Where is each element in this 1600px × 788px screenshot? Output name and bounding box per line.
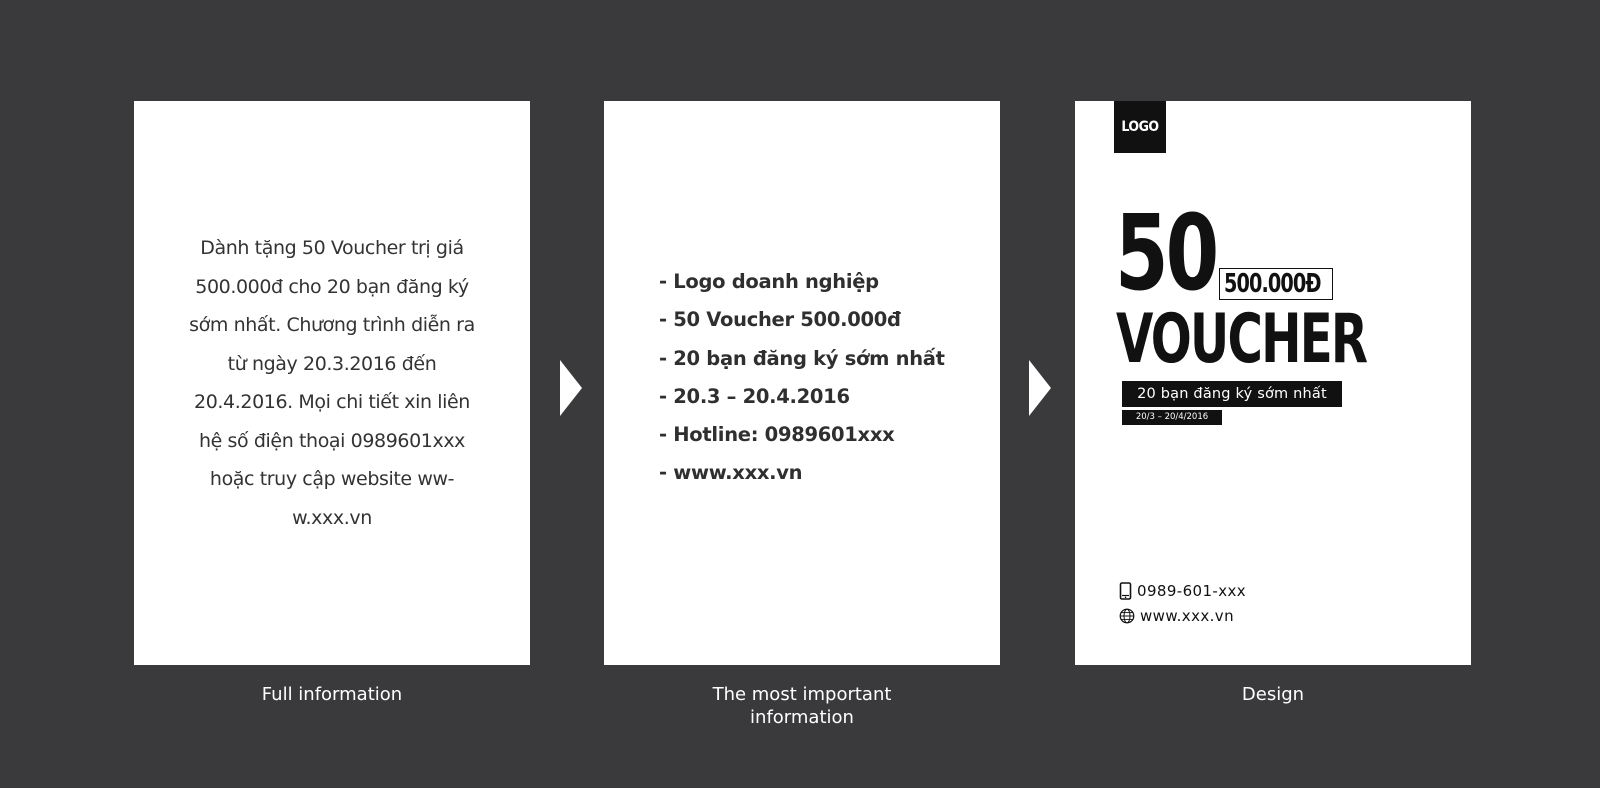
- logo: LOGO: [1114, 101, 1166, 153]
- voucher-word: VOUCHER: [1116, 300, 1367, 379]
- full-text-line: 20.4.2016. Mọi chi tiết xin liên: [194, 391, 470, 413]
- phone-icon: [1119, 582, 1132, 600]
- date-range-banner: 20/3 – 20/4/2016: [1122, 410, 1222, 425]
- full-text-line: từ ngày 20.3.2016 đến: [227, 352, 437, 375]
- list-item: - Hotline: 0989601xxx: [659, 423, 895, 447]
- full-information-card: [134, 101, 530, 665]
- globe-icon: [1119, 608, 1135, 624]
- important-information-list: [659, 263, 945, 493]
- early-registration-banner: 20 bạn đăng ký sớm nhất: [1122, 381, 1342, 407]
- list-item: - www.xxx.vn: [659, 461, 803, 485]
- full-text-line: Dành tặng 50 Voucher trị giá: [200, 237, 464, 259]
- full-text-line: w.xxx.vn: [292, 506, 372, 529]
- price-tag: [1219, 268, 1333, 300]
- list-item: - Logo doanh nghiệp: [659, 270, 879, 293]
- important-information-card: [604, 101, 1000, 665]
- arrow-right-icon: [1029, 360, 1051, 416]
- voucher-count: 50: [1115, 192, 1217, 314]
- full-text-line: 500.000đ cho 20 bạn đăng ký: [195, 275, 469, 298]
- phone-number: 0989-601-xxx: [1137, 582, 1247, 600]
- website-url: www.xxx.vn: [1140, 607, 1234, 625]
- contact-website: [1119, 607, 1234, 625]
- caption-line: information: [750, 707, 854, 728]
- important-information-caption: [604, 683, 1000, 729]
- full-information-caption: Full information: [261, 684, 403, 705]
- design-card: [1075, 101, 1471, 665]
- price-text: 500.000Đ: [1224, 269, 1321, 299]
- full-text-line: sớm nhất. Chương trình diễn ra: [189, 314, 475, 336]
- full-information-text: [172, 229, 492, 537]
- caption-line: The most important: [712, 684, 892, 705]
- list-item: - 20 bạn đăng ký sớm nhất: [659, 346, 945, 370]
- contact-phone: [1119, 582, 1246, 600]
- list-item: - 50 Voucher 500.000đ: [659, 308, 901, 332]
- full-text-line: hệ số điện thoại 0989601xxx: [198, 429, 466, 452]
- list-item: - 20.3 – 20.4.2016: [659, 384, 850, 408]
- full-text-line: hoặc truy cập website ww-: [209, 468, 455, 490]
- design-caption: Design: [1241, 684, 1305, 705]
- arrow-right-icon: [560, 360, 582, 416]
